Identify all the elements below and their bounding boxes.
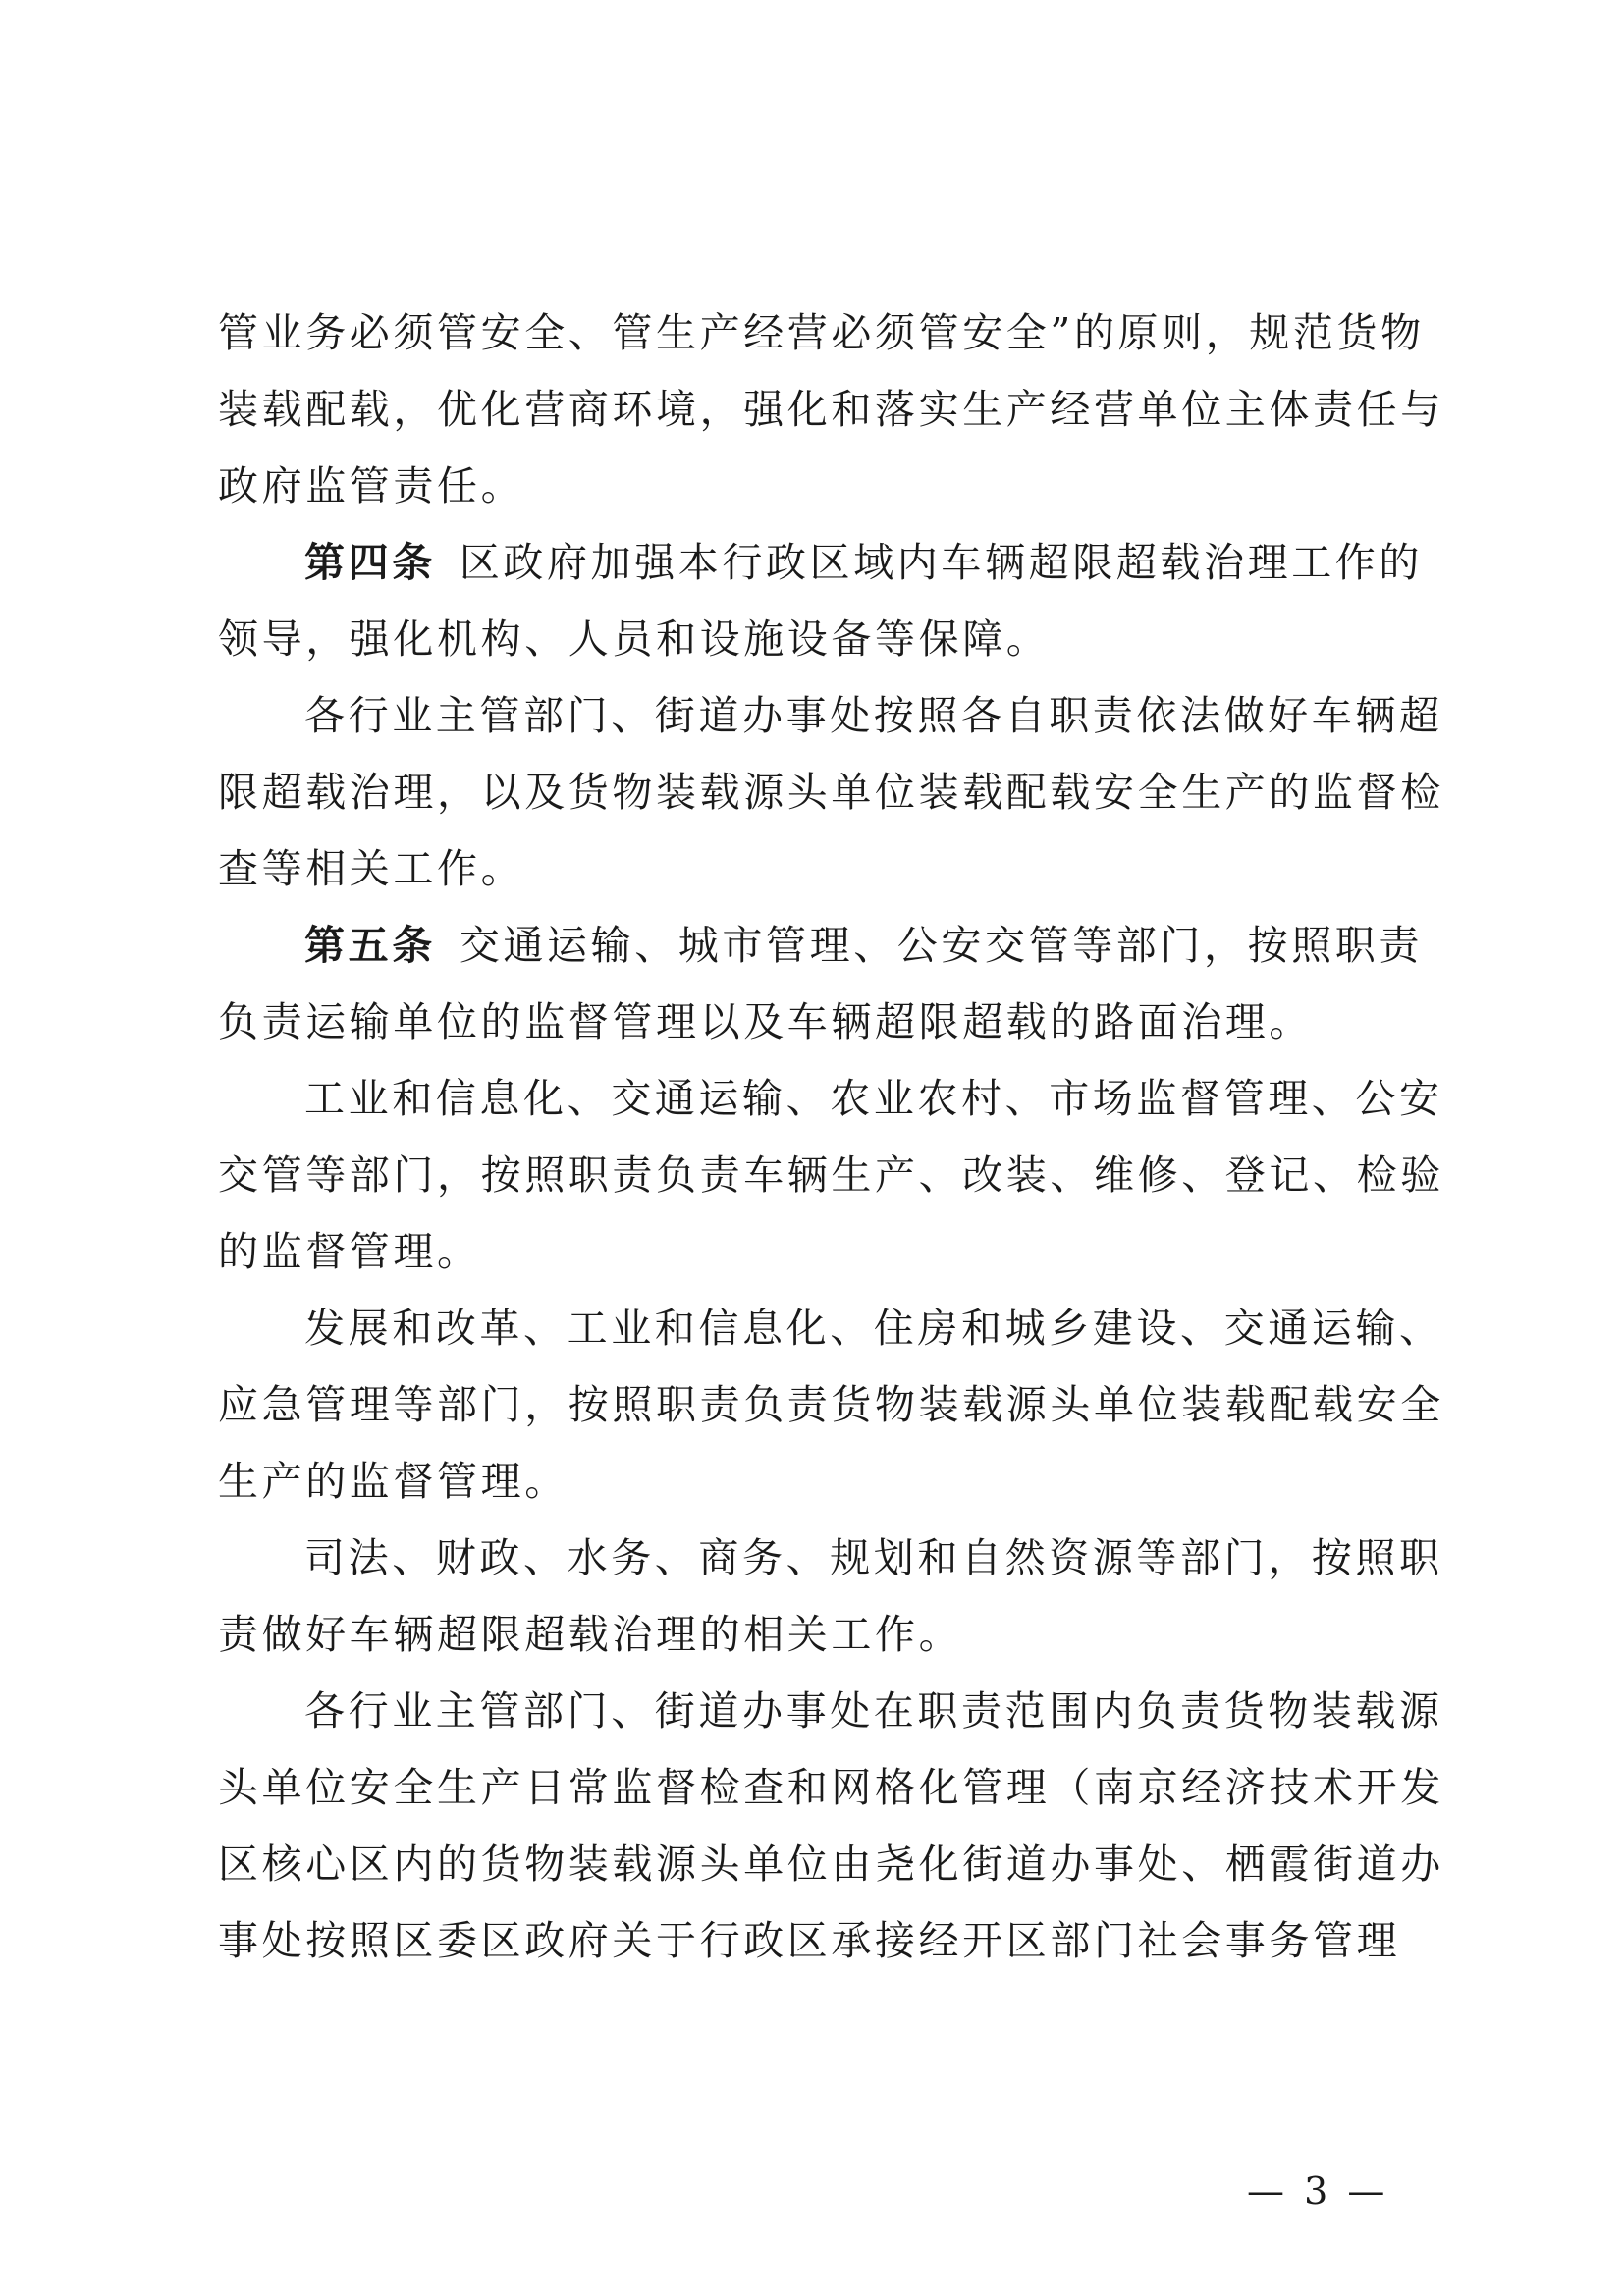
body-text xyxy=(218,294,1444,1979)
page-number: — 3 — xyxy=(1247,2169,1389,2213)
text-line: 区核心区内的货物装载源头单位由尧化街道办事处、栖霞街道办 xyxy=(218,1841,1444,1888)
text-line: 交管等部门，按照职责负责车辆生产、改装、维修、登记、检验 xyxy=(218,1151,1444,1199)
article-4-paragraph xyxy=(218,524,1424,601)
text-line: 限超载治理，以及货物装载源头单位装载配载安全生产的监督检 xyxy=(218,769,1444,816)
text-line: 司法、财政、水务、商务、规划和自然资源等部门，按照职 xyxy=(304,1534,1443,1581)
text-line: 发展和改革、工业和信息化、住房和城乡建设、交通运输、 xyxy=(304,1305,1443,1352)
text-line: 政府监管责任。 xyxy=(218,462,525,509)
text-line: 生产的监督管理。 xyxy=(218,1458,568,1505)
text-line: 各行业主管部门、街道办事处按照各自职责依法做好车辆超 xyxy=(304,692,1443,739)
article-5-heading: 第五条 xyxy=(304,922,436,969)
text-line: 各行业主管部门、街道办事处在职责范围内负责货物装载源 xyxy=(304,1687,1443,1735)
text-line: 责做好车辆超限超载治理的相关工作。 xyxy=(218,1611,963,1658)
article-5-paragraph xyxy=(218,907,1424,984)
text-line: 事处按照区委区政府关于行政区承接经开区部门社会事务管理 xyxy=(218,1917,1401,1964)
text-line: 负责运输单位的监督管理以及车辆超限超载的路面治理。 xyxy=(218,998,1313,1045)
text-line: 查等相关工作。 xyxy=(218,845,525,892)
text-line: 管业务必须管安全、管生产经营必须管安全”的原则，规范货物 xyxy=(218,309,1425,356)
text-line: 头单位安全生产日常监督检查和网格化管理（南京经济技术开发 xyxy=(218,1764,1444,1811)
text-line: 应急管理等部门，按照职责负责货物装载源头单位装载配载安全 xyxy=(218,1381,1444,1428)
text-line: 交通运输、城市管理、公安交管等部门，按照职责 xyxy=(459,922,1424,969)
text-line: 装载配载，优化营商环境，强化和落实生产经营单位主体责任与 xyxy=(218,386,1444,433)
article-4-heading: 第四条 xyxy=(304,539,436,586)
text-line: 的监督管理。 xyxy=(218,1228,481,1275)
text-line: 区政府加强本行政区域内车辆超限超载治理工作的 xyxy=(459,539,1424,586)
text-line: 工业和信息化、交通运输、农业农村、市场监督管理、公安 xyxy=(304,1075,1443,1122)
text-line: 领导，强化机构、人员和设施设备等保障。 xyxy=(218,615,1051,663)
